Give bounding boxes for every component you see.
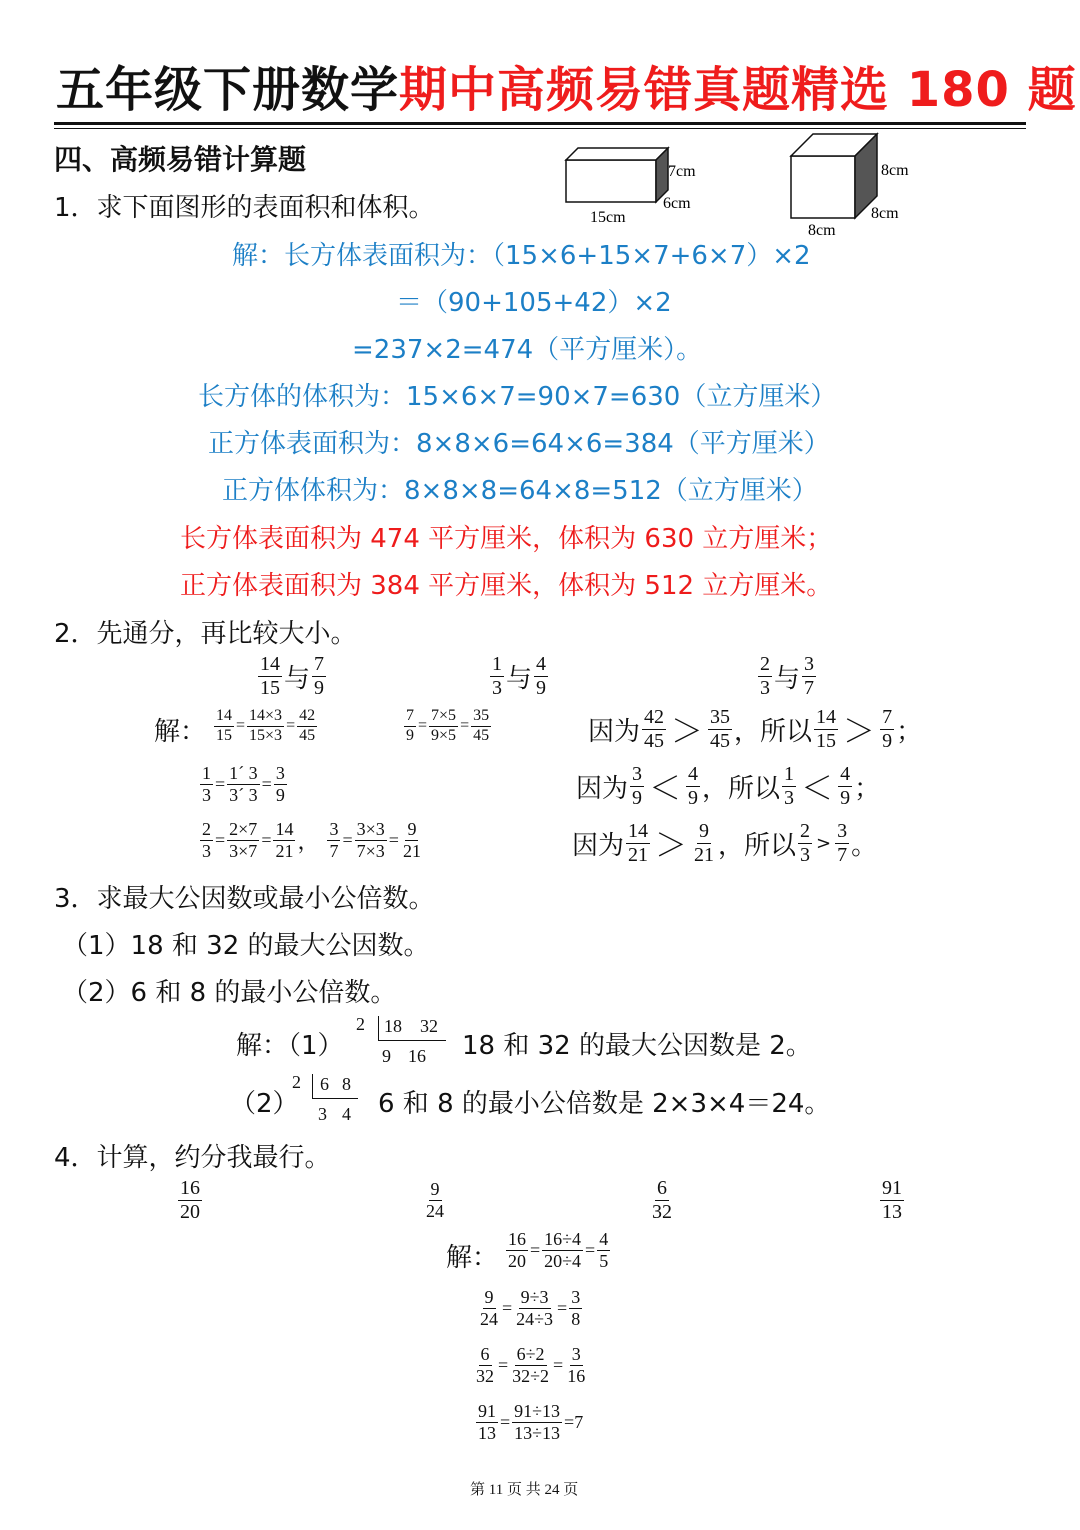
- q2-conclusion-2: 因为 $\frac{3}{9}$ ＜ $\frac{4}{9}$ ，所以 $\frac{1}{3}$ ＜ $\frac{4}{9}$ ；: [576, 762, 881, 809]
- q2-work-2: $\frac{7}{9}$ = $\frac{7\times 5}{9\times 5}$ = $\frac{35}{45}$: [406, 707, 490, 744]
- q3-ladder-2: 2 6 8 3 4: [290, 1070, 370, 1130]
- cube-length-label: 8cm: [808, 222, 836, 239]
- cube-width-label: 8cm: [871, 205, 899, 222]
- q1-line-4: 长方体的体积为：15×6×7=90×7=630（立方厘米）: [198, 382, 837, 412]
- q3-solution-2-prefix: （2）: [230, 1089, 299, 1119]
- page-title: [56, 58, 1077, 122]
- q3-solution-1-text: 18 和 32 的最大公因数是 2。: [462, 1031, 812, 1061]
- cube-height-label: 8cm: [881, 162, 909, 179]
- q4-question: 4．计算，约分我最行。: [54, 1143, 331, 1173]
- q2-pair-3: $\frac{2}{3}$ 与 $\frac{3}{7}$: [760, 653, 815, 699]
- q1-line-2: ＝（90+105+42）×2: [396, 288, 672, 318]
- q1-line-1: 解：长方体表面积为：（15×6+15×7+6×7）×2: [232, 241, 811, 271]
- q3-sub-1: （1）18 和 32 的最大公因数。: [62, 931, 430, 961]
- cuboid-figure: [560, 138, 720, 230]
- q1-answer-2: 正方体表面积为 384 平方厘米，体积为 512 立方厘米。: [180, 571, 833, 601]
- cube-figure: [785, 130, 925, 240]
- section-title: 四、高频易错计算题: [54, 143, 307, 176]
- title-black: 五年级下册数学: [56, 62, 400, 118]
- title-red: 期中高频易错真题精选 180 题: [399, 62, 1077, 118]
- q2-work-3: $\frac{1}{3}$ = $\frac{1´ 3}{3´ 3}$ = $\frac{3}{9}$: [202, 763, 285, 805]
- cuboid-width-label: 6cm: [663, 195, 691, 212]
- q3-sub-2: （2）6 和 8 的最小公倍数。: [62, 978, 397, 1008]
- page-footer: 第 11 页 共 24 页: [470, 1482, 579, 1498]
- q3-question: 3．求最大公因数或最小公倍数。: [54, 884, 435, 914]
- q1-line-6: 正方体体积为：8×8×8=64×8=512（立方厘米）: [222, 476, 818, 506]
- q3-solution-2-text: 6 和 8 的最小公倍数是 2×3×4＝24。: [378, 1089, 831, 1119]
- q2-pair-1: $\frac{14}{15}$ 与 $\frac{7}{9}$: [260, 653, 325, 699]
- q2-work-1: $\frac{14}{15}$ = $\frac{14\times 3}{15\times 3}$ = $\frac{42}{45}$: [216, 707, 316, 744]
- q4-step-3: $\frac{6}{32}$ = $\frac{6\div 2}{32\div 2}$ = $\frac{3}{16}$: [476, 1344, 586, 1386]
- q4-item-4: $\frac{91}{13}$: [882, 1177, 902, 1223]
- q2-conclusion-1: 因为 $\frac{42}{45}$ ＞ $\frac{35}{45}$ ，所以 $\frac{14}{15}$ ＞ $\frac{7}{9}$ ；: [588, 705, 923, 752]
- q1-line-3: =237×2=474（平方厘米）。: [352, 335, 703, 365]
- q4-step-1: $\frac{16}{20}$ = $\frac{16\div 4}{20\div 4}$ = $\frac{4}{5}$: [508, 1229, 609, 1271]
- q4-item-1: $\frac{16}{20}$: [180, 1177, 200, 1223]
- q4-item-3: $\frac{6}{32}$: [652, 1177, 672, 1223]
- q4-step-4: $\frac{91}{13}$ = $\frac{91\div 13}{13\div 13}$ = 7: [478, 1401, 584, 1443]
- q4-step-2: $\frac{9}{24}$ = $\frac{9\div 3}{24\div 3}$ = $\frac{3}{8}$: [480, 1287, 581, 1329]
- q1-answer-1: 长方体表面积为 474 平方厘米，体积为 630 立方厘米；: [180, 524, 833, 554]
- q1-line-5: 正方体表面积为：8×8×6=64×6=384（平方厘米）: [208, 429, 830, 459]
- q4-jie: 解：: [446, 1243, 499, 1273]
- cuboid-height-label: 7cm: [668, 163, 696, 180]
- q2-question: 2．先通分，再比较大小。: [54, 619, 357, 649]
- title-rule-thick: [54, 122, 1026, 125]
- title-rule-thin: [54, 128, 1026, 129]
- q3-ladder-1: 2 18 32 9 16: [354, 1012, 454, 1072]
- q2-jie: 解：: [154, 717, 207, 747]
- q1-question: 1．求下面图形的表面积和体积。: [54, 193, 435, 223]
- q2-pair-2: $\frac{1}{3}$ 与 $\frac{4}{9}$: [492, 653, 547, 699]
- q3-solution-1-prefix: 解：（1）: [236, 1031, 344, 1061]
- cuboid-length-label: 15cm: [590, 209, 626, 226]
- q2-work-4: $\frac{2}{3}$ = $\frac{2\times 7}{3\times 7}$ = $\frac{14}{21}$ ， $\frac{3}{7}$ = $\frac{3\times 3}{7\times 3}$ = $\frac{9}{21}$: [202, 819, 421, 861]
- q4-item-2: $\frac{9}{24}$: [426, 1179, 444, 1221]
- q2-conclusion-3: 因为 $\frac{14}{21}$ ＞ $\frac{9}{21}$ ，所以 $\frac{2}{3}$ > $\frac{3}{7}$ 。: [572, 819, 878, 866]
